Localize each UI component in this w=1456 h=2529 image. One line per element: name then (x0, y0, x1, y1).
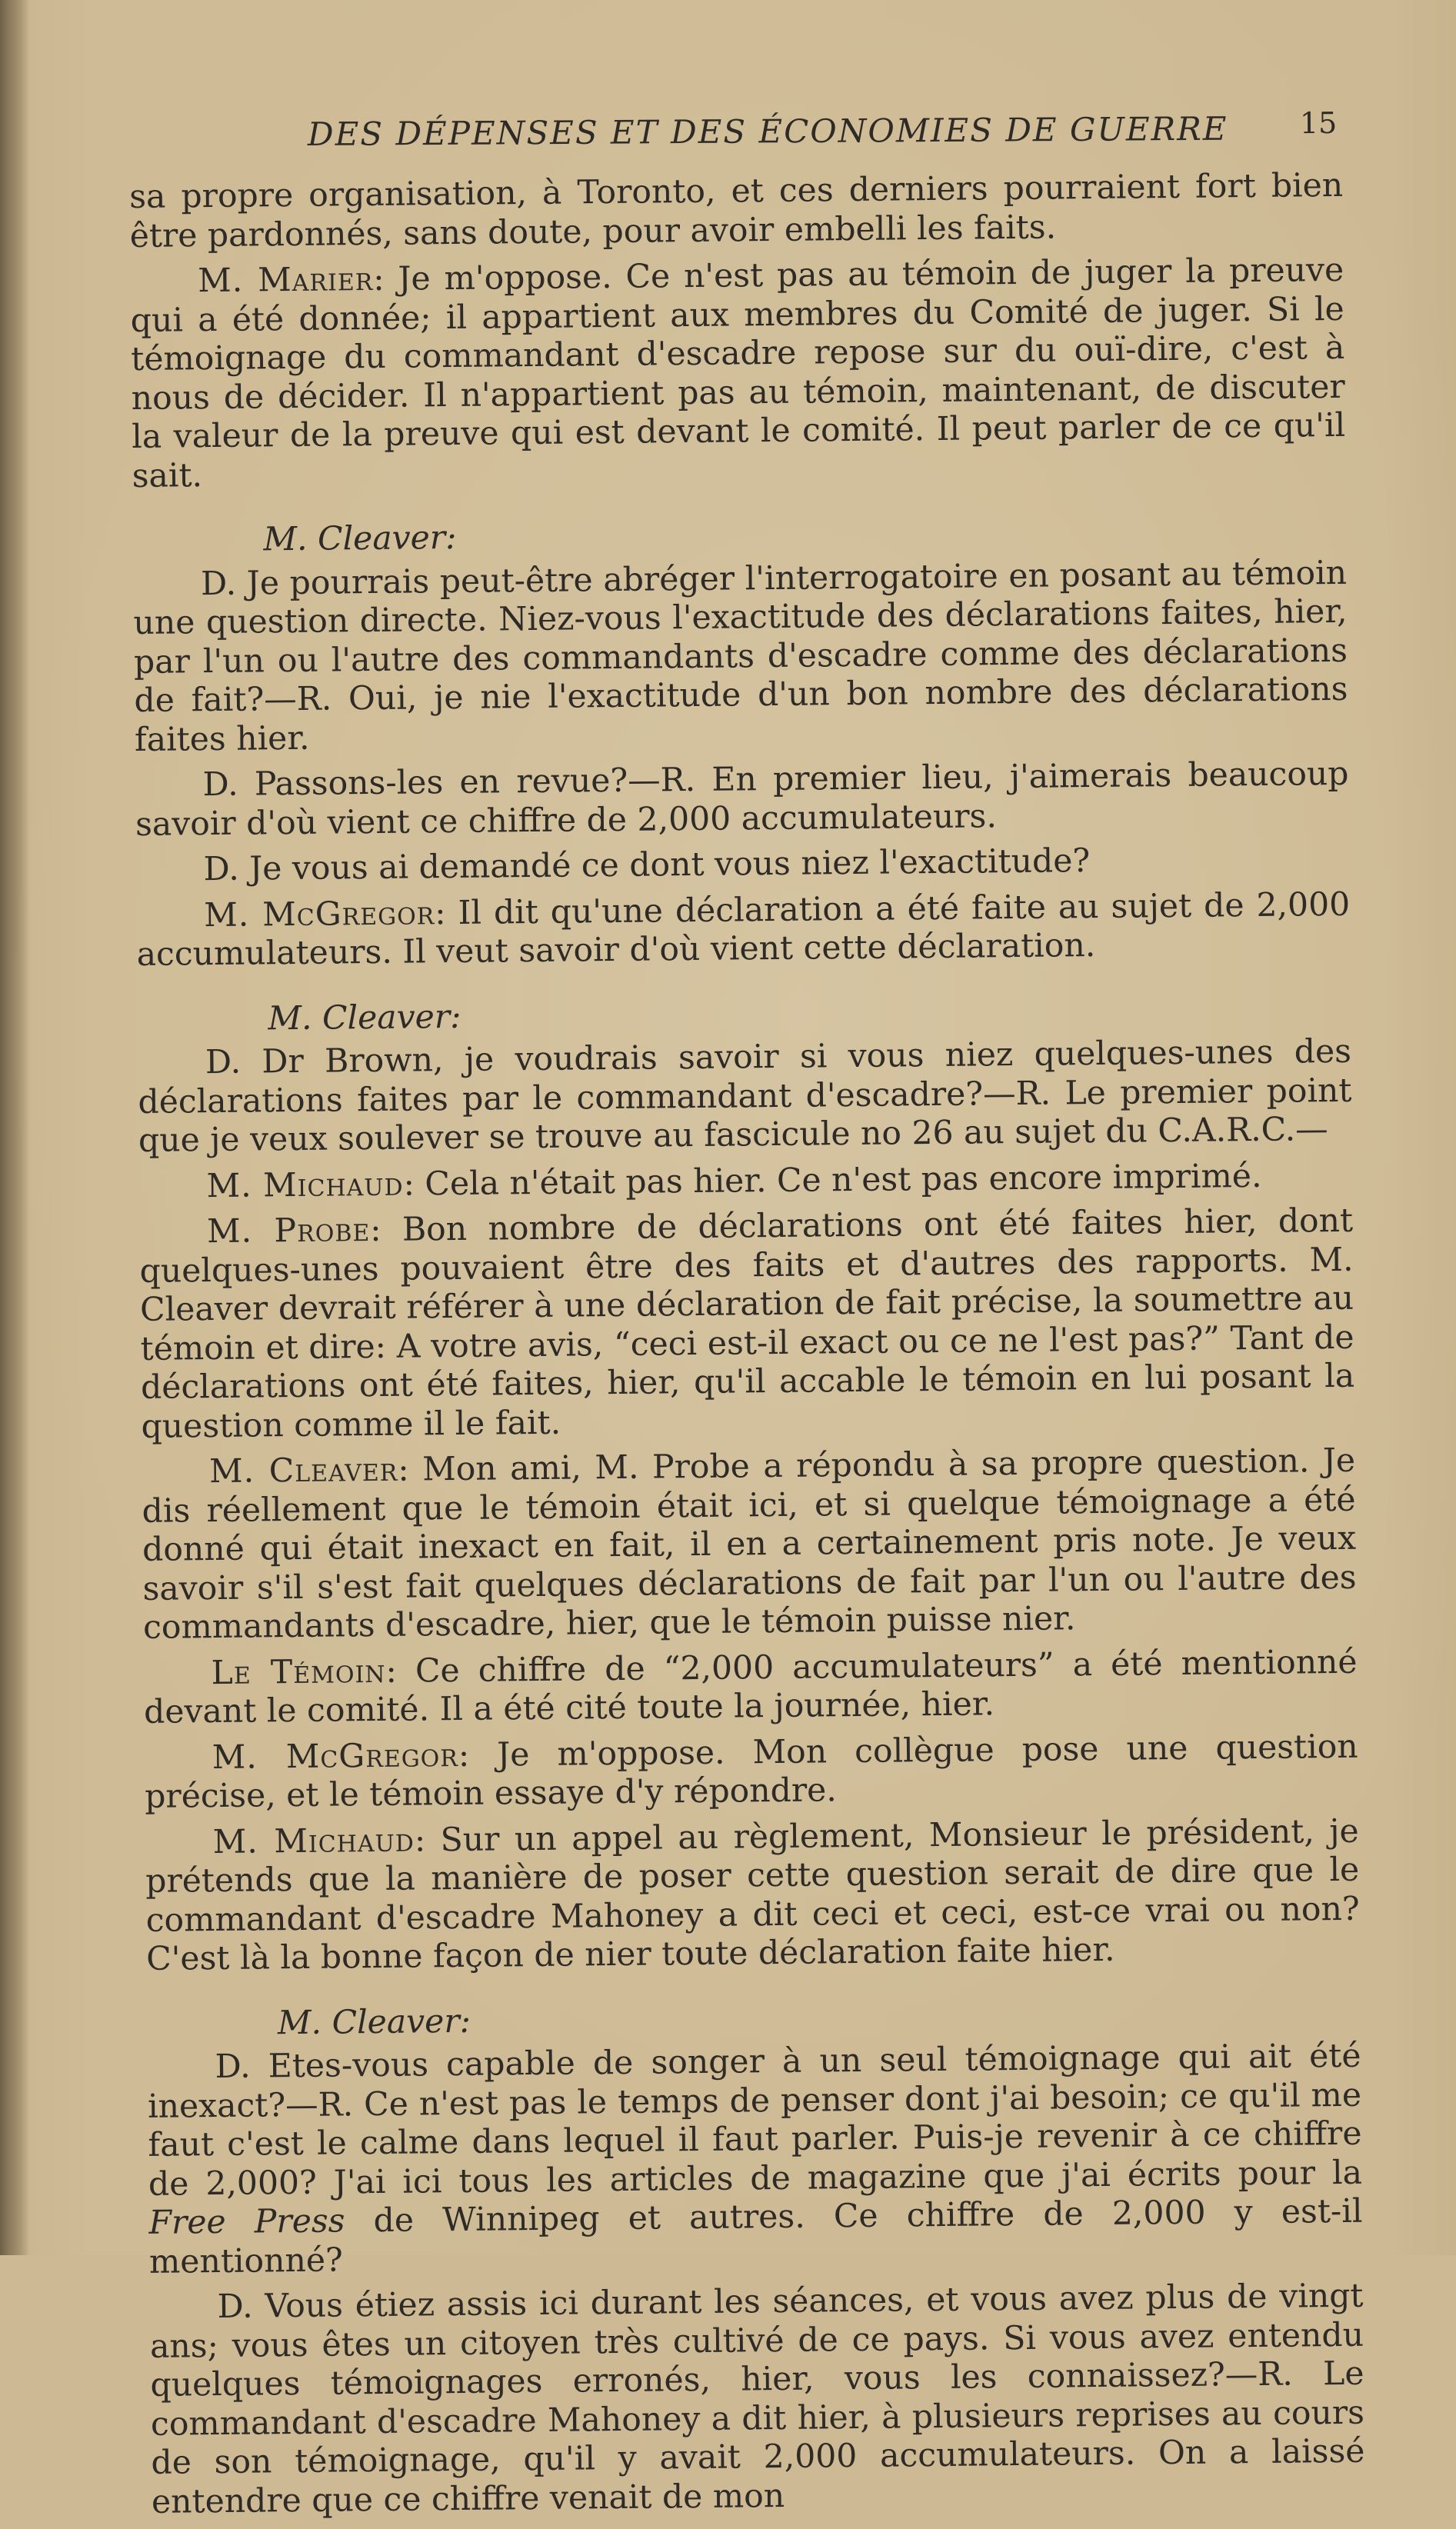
paragraph: D. Je pourrais peut-être abréger l'interrogatoire en posant au témoin une question directe. Niez-vous l'exactitude des déclarations faites, hier, par l'un ou l'autre des commandants d'escadre comme des déclarations de fait?—R. Oui, je nie l'exactitude d'un bon nombre des déclarations faites hier. (133, 554, 1348, 759)
speaker-name: M. McGregor (203, 894, 435, 935)
paragraph (138, 1156, 1352, 1207)
paragraph (143, 1643, 1358, 1732)
speaker-name: M. Probe (206, 1211, 371, 1251)
speech-text: : Bon nombre de déclarations ont été faites hier, dont quelques-unes pouvaient être des faits et d'autres des rapports. M. Cleaver devrait référer à une déclaration de fait précise, la soumettre au témoin et dire: A votre avis, “ceci est-il exact ou ce ne l'est pas?” Tant de déclarations ont été faites, hier, qu'il accable le témoin en lui posant la question comme il le fait. (139, 1201, 1355, 1446)
speech-text: : Je m'oppose. Ce n'est pas au témoin de juger la preuve qui a été donnée; il appartient aux membres du Comité de juger. Si le témoignage du commandant d'escadre repose sur du ouï-dire, c'est à nous de décider. Il n'appartient pas au témoin, maintenant, de discuter la valeur de la preuve qui est devant le comité. Il peut parler de ce qu'il sait. (130, 251, 1346, 495)
paragraph: D. Dr Brown, je voudrais savoir si vous niez quelques-unes des déclarations faites par le commandant d'escadre?—R. Le premier point que je veux soulever se trouve au fascicule no 26 au sujet du C.A.R.C.— (138, 1032, 1352, 1160)
speech-text: : Mon ami, M. Probe a répondu à sa propre question. Je dis réellement que le témoin était ici, et si quelque témoignage a été donné qui était inexact en fait, il en a certainement pris note. Je veux savoir s'il s'est fait quelques déclarations de fait par l'un ou l'autre des commandants d'escadre, hier, que le témoin puisse nier. (142, 1441, 1357, 1647)
speaker-name: M. Cleaver (208, 1451, 398, 1491)
speaker-name: M. Michaud (212, 1821, 415, 1861)
paragraph: D. Je vous ai demandé ce dont vous niez l'exactitude? (203, 842, 1091, 889)
speech-text: : Je m'oppose. Mon collègue pose une question précise, et le témoin essaye d'y répondre. (144, 1728, 1358, 1816)
section-speaker-heading: M. Cleaver: (268, 998, 461, 1038)
paragraph (142, 1442, 1357, 1648)
paragraph (145, 1812, 1361, 1979)
section-speaker-heading: M. Cleaver: (263, 518, 457, 559)
speech-text: : Sur un appel au règlement, Monsieur le président, je prétends que la manière de poser cette question serait de dire que le commandant d'escadre Mahoney a dit ceci et ceci, est-ce vrai ou non? C'est là la bonne façon de nier toute déclaration faite hier. (145, 1812, 1360, 1978)
speech-text: D. Etes-vous capable de songer à un seul témoignage qui ait été inexact?—R. Ce n'est pas le temps de penser dont j'ai besoin; ce qu'il me faut c'est le calme dans lequel il faut parler. Puis-je revenir à ce chiffre de 2,000? J'ai ici tous les articles de magazine que j'ai écrits pour la (147, 2037, 1363, 2204)
speaker-name: M. McGregor (212, 1736, 459, 1777)
paragraph: D. Passons-les en revue?—R. En premier lieu, j'aimerais beaucoup savoir d'où vient ce chiffre de 2,000 accumulateurs. (135, 755, 1349, 844)
speech-text: de Winnipeg et autres. Ce chiffre de 2,000 y est-il mentionné? (148, 2192, 1363, 2281)
speech-text: : Cela n'était pas hier. Ce n'est pas encore imprimé. (403, 1157, 1262, 1204)
book-spine-shadow (0, 0, 29, 2255)
paragraph: D. Vous étiez assis ici durant les séances, et vous avez plus de vingt ans; vous êtes un citoyen très cultivé de ce pays. Si vous avez entendu quelques témoignages erronés, hier, vous les connaissez?—R. Le commandant d'escadre Mahoney a dit hier, à plusieurs reprises au cours de son témoignage, qu'il y avait 2,000 accumulateurs. On a laissé entendre que ce chiffre venait de mon (149, 2277, 1365, 2521)
paragraph (139, 1202, 1355, 1447)
paragraph (147, 2038, 1363, 2282)
paragraph (136, 885, 1351, 975)
speaker-name: Le Témoin (211, 1652, 386, 1692)
speech-text: : Ce chiffre de “2,000 accumulateurs” a été mentionné devant le comité. Il a été cité toute la journée, hier. (143, 1643, 1358, 1731)
paragraph (144, 1728, 1358, 1817)
publication-title: Free Press (148, 2202, 345, 2242)
page-header (307, 105, 1338, 162)
speaker-name: M. Marier (198, 260, 374, 301)
body-text (129, 167, 1365, 2529)
paragraph: sa propre organisation, à Toronto, et ces derniers pourraient fort bien être pardonnés, sans doute, pour avoir embelli les faits. (129, 166, 1344, 255)
section-speaker-heading: M. Cleaver: (277, 2002, 471, 2042)
page-number: 15 (1299, 105, 1338, 141)
speaker-name: M. Michaud (206, 1165, 404, 1205)
paragraph (130, 252, 1346, 496)
speech-text: : Il dit qu'une déclaration a été faite au sujet de 2,000 accumulateurs. Il veut savoir d'où vient cette déclaration. (136, 885, 1351, 974)
running-title: DES DÉPENSES ET DES ÉCONOMIES DE GUERRE (307, 109, 1228, 153)
